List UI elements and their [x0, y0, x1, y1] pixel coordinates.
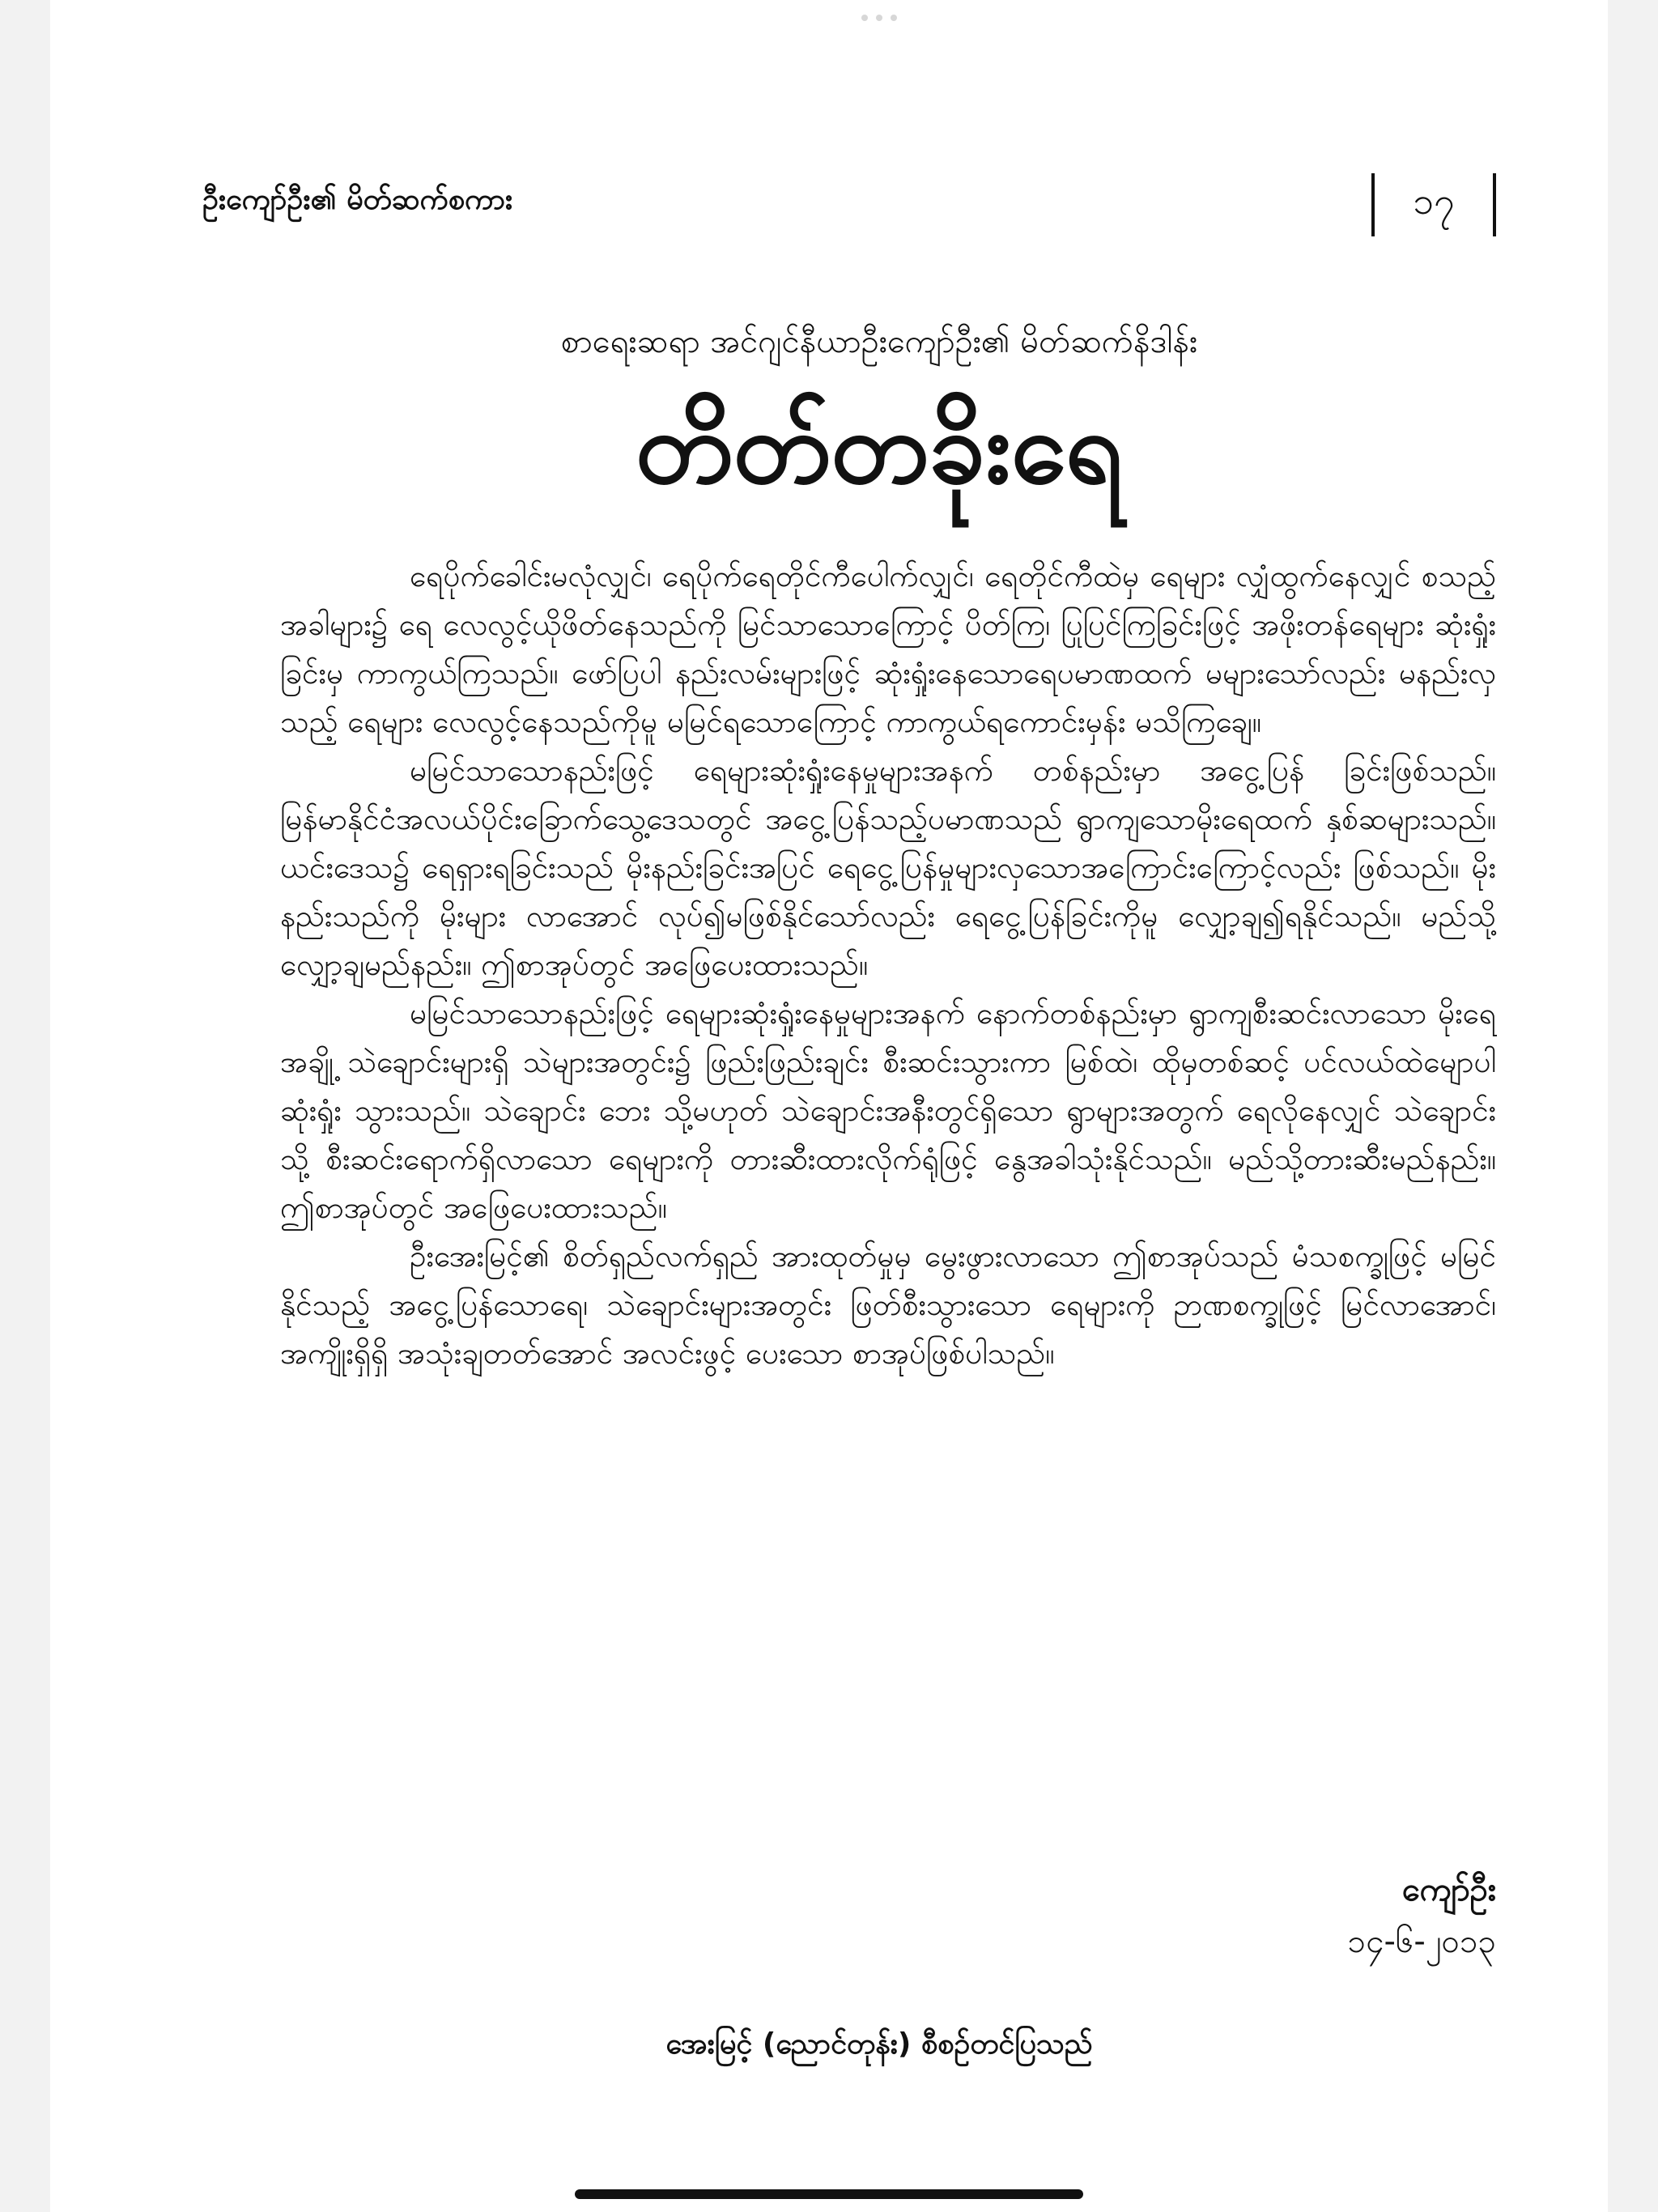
signature-date: ၁၄-၆-၂၀၁၃ [1347, 1923, 1496, 1960]
book-page [50, 0, 1608, 2212]
signature-block [1184, 1864, 1496, 1967]
page-number [1371, 173, 1496, 236]
paragraph: ရေပိုက်ခေါင်းမလုံလျှင်၊ ရေပိုက်ရေတိုင်ကီပေါက်လျှင်၊ ရေတိုင်ကီထဲမှ ရေများ လျှံထွက်နေလျှင် စသည့်အခါများ၌ ရေ လေလွင့်ယိုဖိတ်နေသည်ကို မြင်သာသောကြောင့် ပိတ်ကြ၊ ပြုပြင်ကြခြင်းဖြင့် အဖိုးတန်ရေများ ဆုံးရှုံးခြင်းမှ ကာကွယ်ကြသည်။ ဖော်ပြပါ နည်းလမ်းများဖြင့် ဆုံးရှုံးနေသောရေပမာဏထက် မများသော်လည်း မနည်းလှသည့် ရေများ လေလွင့်နေသည်ကိုမူ မမြင်ရသောကြောင့် ကာကွယ်ရကောင်းမှန်း မသိကြချေ။ [280, 559, 1496, 739]
paragraph: ဦးအေးမြင့်၏ စိတ်ရှည်လက်ရှည် အားထုတ်မှုမှ မွေးဖွားလာသော ဤစာအုပ်သည် မံသစက္ခုဖြင့် မမြင်နိုင်သည့် အငွေ့ပြန်သောရေ၊ သဲချောင်းများအတွင်း ဖြတ်စီးသွားသော ရေများကို ဉာဏစက္ခုဖြင့် မြင်လာအောင်၊ အကျိုးရှိရှိ အသုံးချတတ်အောင် အလင်းဖွင့် ပေးသော စာအုပ်ဖြစ်ပါသည်။ [280, 1239, 1496, 1371]
author-name: ကျော်ဦး [1402, 1871, 1496, 1908]
home-indicator[interactable] [575, 2189, 1083, 2199]
paragraph: မမြင်သာသောနည်းဖြင့် ရေများဆုံးရှုံးနေမှုများအနက် နောက်တစ်နည်းမှာ ရွာကျစီးဆင်းလာသော မိုးရေအချို့ သဲချောင်းများရှိ သဲများအတွင်း၌ ဖြည်းဖြည်းချင်း စီးဆင်းသွားကာ မြစ်ထဲ၊ ထိုမှတစ်ဆင့် ပင်လယ်ထဲမျောပါဆုံးရှုံး သွားသည်။ သဲချောင်း ဘေး သို့မဟုတ် သဲချောင်းအနီးတွင်ရှိသော ရွာများအတွက် ရေလိုနေလျှင် သဲချောင်းသို့ စီးဆင်းရောက်ရှိလာသော ရေများကို တားဆီးထားလိုက်ရုံဖြင့် နွေအခါသုံးနိုင်သည်။ မည်သို့တားဆီးမည်နည်း။ ဤစာအုပ်တွင် အဖြေပေးထားသည်။ [280, 996, 1496, 1225]
chapter-title: တိတ်တခိုးရေ [636, 389, 1123, 506]
paragraph: မမြင်သာသောနည်းဖြင့် ရေများဆုံးရှုံးနေမှုများအနက် တစ်နည်းမှာ အငွေ့ပြန် ခြင်းဖြစ်သည်။ မြန်မာနိုင်ငံအလယ်ပိုင်းခြောက်သွေ့ဒေသတွင် အငွေ့ပြန်သည့်ပမာဏသည် ရွာကျသောမိုးရေထက် နှစ်ဆများသည်။ ယင်းဒေသ၌ ရေရှားရခြင်းသည် မိုးနည်းခြင်းအပြင် ရေငွေ့ပြန်မှုများလှသောအကြောင်းကြောင့်လည်း ဖြစ်သည်။ မိုးနည်းသည်ကို မိုးများ လာအောင် လုပ်၍မဖြစ်နိုင်သော်လည်း ရေငွေ့ပြန်ခြင်းကိုမူ လျှော့ချ၍ရနိုင်သည်။ မည်သို့လျှော့ချမည်နည်း။ ဤစာအုပ်တွင် အဖြေပေးထားသည်။ [280, 753, 1496, 982]
page-number-label: ၁၇ [1413, 178, 1455, 223]
running-title: ဦးကျော်ဦး၏ မိတ်ဆက်စကား [202, 183, 513, 216]
body-text [280, 552, 1496, 1378]
page-footer: အေးမြင့် (ညောင်တုန်း) စီစဉ်တင်ပြသည် [665, 2027, 1093, 2061]
more-dots-icon[interactable] [861, 15, 897, 21]
chapter-subtitle: စာရေးဆရာ အင်ဂျင်နီယာဦးကျော်ဦး၏ မိတ်ဆက်နိဒါန်း [560, 323, 1198, 360]
